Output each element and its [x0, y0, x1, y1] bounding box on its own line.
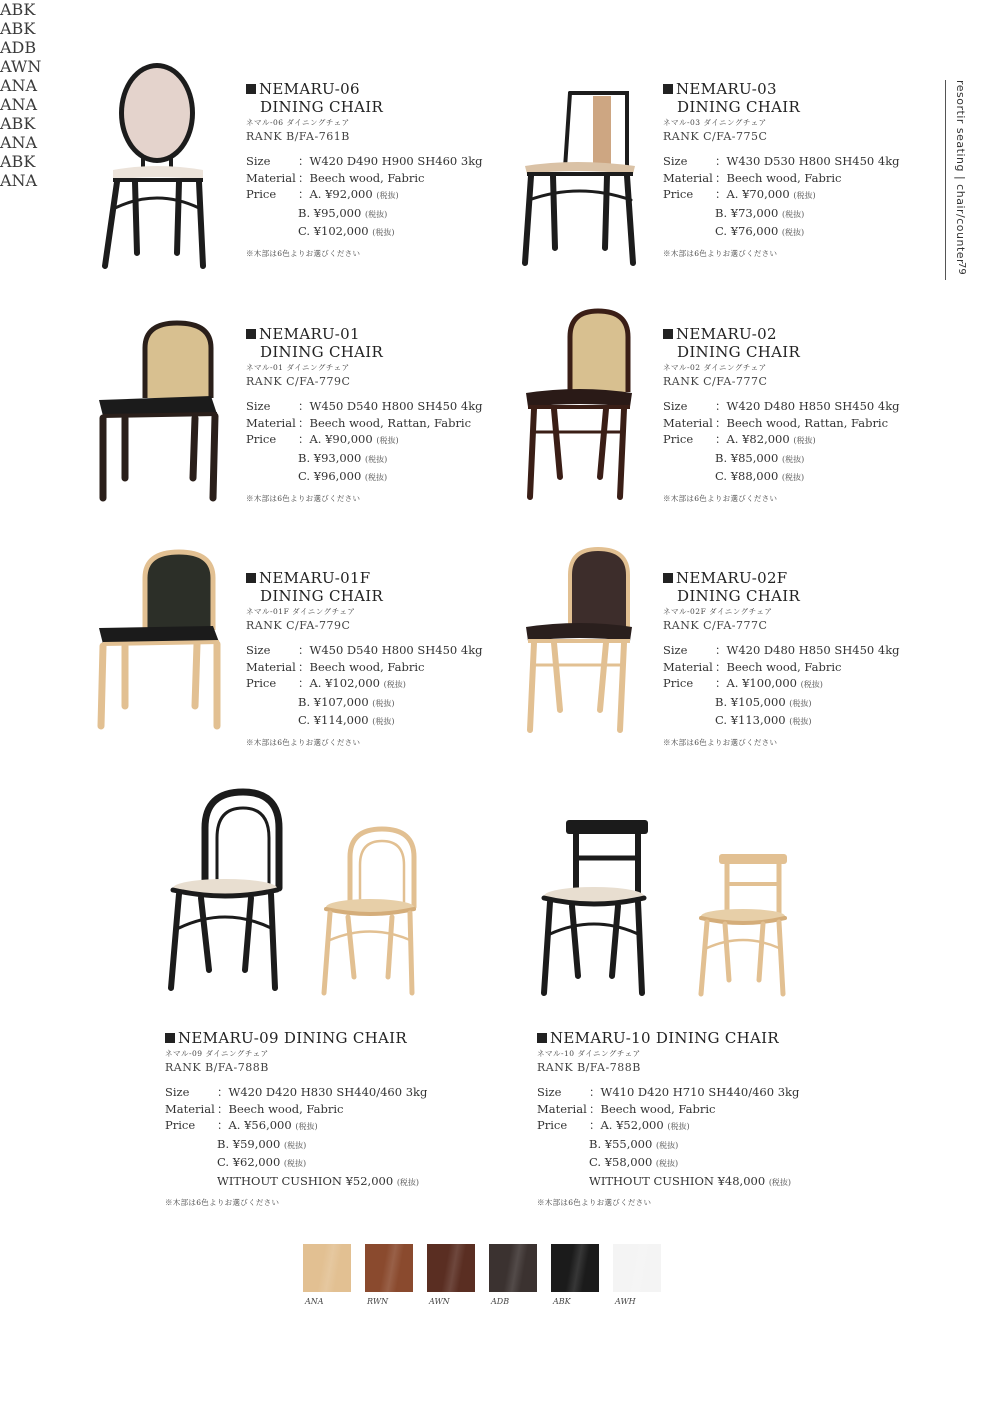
- product-rank: RANK C/FA-779C: [246, 619, 351, 632]
- material-label: Material: [165, 1101, 215, 1116]
- swatch-adb: [489, 1244, 537, 1292]
- swatch-awn: [427, 1244, 475, 1292]
- price-b: B. ¥105,000: [715, 694, 786, 709]
- tax-mark: (税抜): [800, 680, 823, 689]
- product-specs: Size ：W420 D480 H850 SH450 4kg Material ：Beech wood, Rattan, Fabric Price ：A. ¥82,000 (税抜) B. ¥85,000 (税抜) C. ¥88,000 (税抜): [663, 399, 900, 483]
- tax-mark: (税抜): [781, 228, 805, 237]
- price-a: A. ¥70,000: [726, 187, 790, 201]
- product-rank: RANK C/FA-779C: [246, 375, 351, 388]
- wood-color-note: ※木部は6色よりお選びください: [663, 493, 778, 503]
- product-specs: Size ：W420 D420 H830 SH440/460 3kg Material ：Beech wood, Fabric Price ：A. ¥56,000 (税抜) B. ¥59,000 (税抜) C. ¥62,000 (税抜) WITHOUT CUSHION ¥52,000 (税抜): [165, 1085, 428, 1188]
- tax-mark: (税抜): [283, 1159, 307, 1168]
- page-number: 79: [956, 262, 967, 275]
- title-line-1: NEMARU-09 DINING CHAIR: [178, 1029, 407, 1047]
- material-value: Beech wood, Fabric: [309, 170, 425, 185]
- price-c: C. ¥88,000: [715, 469, 779, 483]
- tax-mark: (税抜): [364, 454, 388, 464]
- bullet-square-icon: [246, 329, 256, 339]
- wood-color-note: ※木部は6色よりお選びください: [165, 1198, 280, 1207]
- price-a: A. ¥92,000: [309, 187, 373, 201]
- chair-photo-nemaru-02: [520, 307, 640, 502]
- tax-mark: (税抜): [372, 228, 395, 237]
- price-b: B. ¥85,000: [715, 450, 779, 465]
- material-label: Material: [246, 415, 296, 430]
- product-title: [663, 80, 900, 116]
- size-label: Size: [246, 643, 271, 657]
- product-info: [165, 1029, 427, 1208]
- color-code: ABK: [0, 0, 36, 19]
- tax-mark: (税抜): [396, 1177, 420, 1187]
- product-title: [246, 80, 483, 116]
- size-label: Size: [246, 154, 271, 168]
- product-info: [663, 325, 900, 504]
- tax-mark: (税抜): [376, 436, 399, 445]
- swatch-label: ANA: [305, 1297, 324, 1306]
- price-label: Price: [663, 676, 694, 690]
- product-kana: ネマル-06 ダイニングチェア: [246, 118, 350, 127]
- swatch-rwn: [365, 1244, 413, 1292]
- title-line-2: DINING CHAIR: [677, 587, 801, 605]
- product-kana: ネマル-09 ダイニングチェア: [165, 1049, 269, 1058]
- product-specs: Size ：W420 D490 H900 SH460 3kg Material ：Beech wood, Fabric Price ：A. ¥92,000 (税抜) B. ¥95,000 (税抜) C. ¥102,000 (税抜): [246, 154, 483, 238]
- price-a: A. ¥100,000: [726, 676, 797, 690]
- product-kana: ネマル-01F ダイニングチェア: [246, 607, 356, 616]
- product-rank: RANK B/FA-761B: [246, 130, 350, 143]
- product-rank: RANK C/FA-775C: [663, 130, 768, 143]
- price-c: C. ¥114,000: [298, 713, 369, 727]
- product-info: [246, 80, 483, 259]
- bullet-square-icon: [663, 84, 673, 94]
- size-value: W420 D490 H900 SH460 3kg: [309, 154, 483, 168]
- bullet-square-icon: [246, 573, 256, 583]
- wood-color-note: ※木部は6色よりお選びください: [246, 248, 361, 258]
- price-a: A. ¥90,000: [309, 432, 373, 446]
- size-label: Size: [537, 1085, 562, 1099]
- size-value: W430 D530 H800 SH450 4kg: [726, 154, 900, 168]
- size-label: Size: [246, 399, 271, 413]
- chair-photo-nemaru-01: [95, 318, 225, 503]
- chair-photo-nemaru-10-ana: [697, 852, 792, 1000]
- product-rank: RANK C/FA-777C: [663, 619, 768, 632]
- product-specs: Size ：W450 D540 H800 SH450 4kg Material ：Beech wood, Rattan, Fabric Price ：A. ¥90,000 (税抜) B. ¥93,000 (税抜) C. ¥96,000 (税抜): [246, 399, 483, 483]
- material-value: Beech wood, Fabric: [309, 659, 425, 674]
- size-label: Size: [663, 154, 688, 168]
- tax-mark: (税抜): [372, 717, 395, 726]
- tax-mark: (税抜): [364, 209, 388, 219]
- color-code: ANA: [0, 76, 38, 95]
- wood-color-note: ※木部は6色よりお選びください: [663, 737, 778, 747]
- product-rank: RANK B/FA-788B: [165, 1061, 269, 1074]
- price-label: Price: [663, 432, 694, 446]
- material-value: Beech wood, Rattan, Fabric: [309, 415, 472, 430]
- chair-photo-nemaru-03: [515, 88, 645, 268]
- side-index-tab: [943, 80, 971, 280]
- product-specs: Size ：W410 D420 H710 SH440/460 3kg Material ：Beech wood, Fabric Price ：A. ¥52,000 (税抜) B. ¥55,000 (税抜) C. ¥58,000 (税抜) WITHOUT CUSHION ¥48,000 (税抜): [537, 1085, 800, 1188]
- product-info: [246, 325, 483, 504]
- price-c: C. ¥58,000: [589, 1155, 653, 1169]
- tax-mark: (税抜): [667, 1122, 690, 1131]
- swatch-ana: [303, 1244, 351, 1292]
- tax-mark: (税抜): [655, 1140, 679, 1150]
- price-without-cushion: WITHOUT CUSHION ¥52,000: [217, 1173, 394, 1188]
- price-label: Price: [246, 187, 277, 201]
- product-title: [537, 1029, 799, 1047]
- title-line-2: DINING CHAIR: [677, 98, 801, 116]
- title-line-1: NEMARU-06: [259, 80, 360, 98]
- size-value: W420 D480 H850 SH450 4kg: [726, 399, 900, 413]
- tax-mark: (税抜): [768, 1177, 792, 1187]
- chair-photo-nemaru-09-ana: [320, 825, 420, 1000]
- title-line-2: DINING CHAIR: [260, 98, 384, 116]
- tax-mark: (税抜): [364, 473, 388, 482]
- wood-color-note: ※木部は6色よりお選びください: [663, 248, 778, 258]
- material-value: Beech wood, Fabric: [600, 1101, 716, 1116]
- swatch-label: RWN: [367, 1297, 389, 1306]
- tax-mark: (税抜): [793, 436, 816, 445]
- swatch-label: AWH: [615, 1297, 636, 1306]
- price-c: C. ¥76,000: [715, 224, 779, 238]
- material-label: Material: [537, 1101, 587, 1116]
- color-code: ADB: [0, 38, 37, 57]
- swatch-label: ABK: [553, 1297, 571, 1306]
- product-specs: Size ：W420 D480 H850 SH450 4kg Material ：Beech wood, Fabric Price ：A. ¥100,000 (税抜) B. ¥105,000 (税抜) C. ¥113,000 (税抜): [663, 643, 900, 727]
- size-value: W410 D420 H710 SH440/460 3kg: [600, 1085, 800, 1099]
- product-info: [246, 569, 483, 748]
- size-value: W420 D420 H830 SH440/460 3kg: [228, 1085, 428, 1099]
- price-c: C. ¥113,000: [715, 713, 786, 727]
- price-a: A. ¥52,000: [600, 1118, 664, 1132]
- swatch-label: AWN: [429, 1297, 450, 1306]
- material-label: Material: [246, 659, 296, 674]
- product-info: [663, 569, 900, 748]
- color-code: ANA: [0, 171, 38, 190]
- title-line-2: DINING CHAIR: [677, 343, 801, 361]
- price-without-cushion: WITHOUT CUSHION ¥48,000: [589, 1173, 766, 1188]
- price-label: Price: [246, 432, 277, 446]
- price-c: C. ¥96,000: [298, 469, 362, 483]
- material-value: Beech wood, Fabric: [228, 1101, 344, 1116]
- price-label: Price: [246, 676, 277, 690]
- color-code: AWN: [0, 57, 42, 76]
- swatch-label: ADB: [491, 1297, 510, 1306]
- product-title: [246, 569, 483, 605]
- material-value: Beech wood, Fabric: [726, 170, 842, 185]
- color-code: ANA: [0, 133, 38, 152]
- size-value: W420 D480 H850 SH450 4kg: [726, 643, 900, 657]
- title-line-2: DINING CHAIR: [260, 587, 384, 605]
- title-line-1: NEMARU-02F: [676, 569, 788, 587]
- wood-color-note: ※木部は6色よりお選びください: [537, 1198, 652, 1207]
- chair-photo-nemaru-06: [95, 58, 215, 273]
- tax-mark: (税抜): [283, 1140, 307, 1150]
- bullet-square-icon: [246, 84, 256, 94]
- price-b: B. ¥95,000: [298, 205, 362, 220]
- price-c: C. ¥62,000: [217, 1155, 281, 1169]
- material-value: Beech wood, Fabric: [726, 659, 842, 674]
- color-code: ABK: [0, 19, 36, 38]
- price-c: C. ¥102,000: [298, 224, 369, 238]
- title-line-1: NEMARU-01F: [259, 569, 371, 587]
- product-rank: RANK C/FA-777C: [663, 375, 768, 388]
- price-label: Price: [537, 1118, 568, 1132]
- material-label: Material: [663, 415, 713, 430]
- product-title: [663, 325, 900, 361]
- tax-mark: (税抜): [789, 717, 812, 726]
- price-b: B. ¥107,000: [298, 694, 369, 709]
- price-b: B. ¥73,000: [715, 205, 779, 220]
- price-a: A. ¥102,000: [309, 676, 380, 690]
- product-info: [537, 1029, 799, 1208]
- material-label: Material: [663, 659, 713, 674]
- swatch-awh: [613, 1244, 661, 1292]
- size-value: W450 D540 H800 SH450 4kg: [309, 643, 483, 657]
- wood-color-note: ※木部は6色よりお選びください: [246, 737, 361, 747]
- product-title: [165, 1029, 427, 1047]
- product-rank: RANK B/FA-788B: [537, 1061, 641, 1074]
- title-line-1: NEMARU-02: [676, 325, 777, 343]
- material-label: Material: [246, 170, 296, 185]
- material-label: Material: [663, 170, 713, 185]
- chair-photo-nemaru-10-abk: [538, 818, 653, 1003]
- side-rule: [945, 80, 946, 280]
- tax-mark: (税抜): [372, 698, 395, 708]
- price-a: A. ¥56,000: [228, 1118, 292, 1132]
- color-code: ABK: [0, 152, 36, 171]
- chair-photo-nemaru-01f: [95, 548, 227, 733]
- product-kana: ネマル-03 ダイニングチェア: [663, 118, 767, 127]
- price-a: A. ¥82,000: [726, 432, 790, 446]
- tax-mark: (税抜): [295, 1122, 318, 1131]
- price-b: B. ¥59,000: [217, 1136, 281, 1151]
- tax-mark: (税抜): [789, 698, 812, 708]
- color-code: ANA: [0, 95, 38, 114]
- product-kana: ネマル-02F ダイニングチェア: [663, 607, 773, 616]
- swatch-abk: [551, 1244, 599, 1292]
- size-label: Size: [663, 399, 688, 413]
- product-title: [246, 325, 483, 361]
- color-code: ABK: [0, 114, 36, 133]
- size-label: Size: [165, 1085, 190, 1099]
- title-line-1: NEMARU-01: [259, 325, 360, 343]
- bullet-square-icon: [663, 573, 673, 583]
- size-value: W450 D540 H800 SH450 4kg: [309, 399, 483, 413]
- tax-mark: (税抜): [781, 454, 805, 464]
- wood-color-note: ※木部は6色よりお選びください: [246, 493, 361, 503]
- tax-mark: (税抜): [376, 191, 399, 200]
- product-specs: Size ：W430 D530 H800 SH450 4kg Material ：Beech wood, Fabric Price ：A. ¥70,000 (税抜) B. ¥73,000 (税抜) C. ¥76,000 (税抜): [663, 154, 900, 238]
- product-kana: ネマル-10 ダイニングチェア: [537, 1049, 641, 1058]
- price-label: Price: [165, 1118, 196, 1132]
- price-b: B. ¥93,000: [298, 450, 362, 465]
- price-b: B. ¥55,000: [589, 1136, 653, 1151]
- material-value: Beech wood, Rattan, Fabric: [726, 415, 889, 430]
- title-line-1: NEMARU-03: [676, 80, 777, 98]
- size-label: Size: [663, 643, 688, 657]
- tax-mark: (税抜): [793, 191, 816, 200]
- bullet-square-icon: [663, 329, 673, 339]
- bullet-square-icon: [165, 1033, 175, 1043]
- product-kana: ネマル-01 ダイニングチェア: [246, 363, 350, 372]
- bullet-square-icon: [537, 1033, 547, 1043]
- product-info: [663, 80, 900, 259]
- chair-photo-nemaru-09-abk: [165, 788, 290, 1003]
- price-label: Price: [663, 187, 694, 201]
- title-line-1: NEMARU-10 DINING CHAIR: [550, 1029, 779, 1047]
- title-line-2: DINING CHAIR: [260, 343, 384, 361]
- product-title: [663, 569, 900, 605]
- tax-mark: (税抜): [781, 473, 805, 482]
- product-specs: Size ：W450 D540 H800 SH450 4kg Material ：Beech wood, Fabric Price ：A. ¥102,000 (税抜) B. ¥107,000 (税抜) C. ¥114,000 (税抜): [246, 643, 483, 727]
- side-section-label: resortir seating | chair/counter: [954, 80, 967, 265]
- tax-mark: (税抜): [383, 680, 406, 689]
- tax-mark: (税抜): [781, 209, 805, 219]
- tax-mark: (税抜): [655, 1159, 679, 1168]
- product-kana: ネマル-02 ダイニングチェア: [663, 363, 767, 372]
- chair-photo-nemaru-02f: [520, 545, 640, 735]
